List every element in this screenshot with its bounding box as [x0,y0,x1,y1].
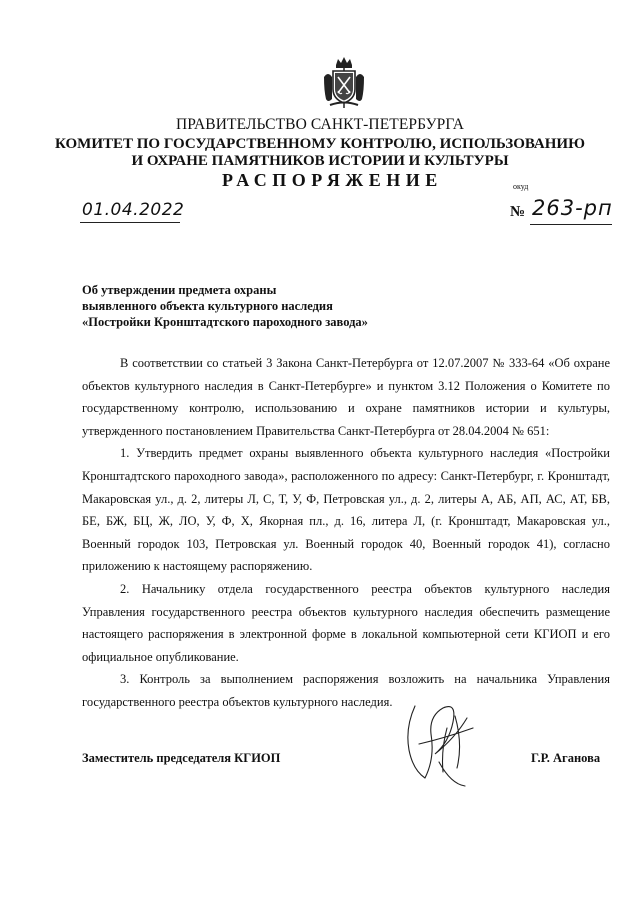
item-1-paragraph: 1. Утвердить предмет охраны выявленного объекта культурного наследия «Постройки Кронштадтского пароходного завода», расположенного по адресу: Санкт-Петербург, г. Кронштадт, Макаровская ул., д. 2, литеры Л, С, Т, У, Ф, Петровская ул., д. 2, литеры А, АБ, АП, АС, АТ, БВ, БЕ, БЖ, БЦ, Ж, ЛО, У, Ф, Х, Якорная пл., д. 16, литера Л, (г. Кронштадт, Макаровская ул., Военный городок 103, Петровская ул. Военный городок 40, Военный городок 41), согласно приложению к настоящему распоряжению. [82,446,610,574]
intro-paragraph: В соответствии со статьей 3 Закона Санкт-Петербурга от 12.07.2007 № 333-64 «Об охране объектов культурного наследия в Санкт-Петербурге» и пунктом 3.12 Положения о Комитете по государственному контролю, использованию и охране памятников истории и культуры, утвержденного постановлением Правительства Санкт-Петербурга от 28.04.2004 № 651: [82,356,610,438]
date-underline [80,222,180,223]
committee-line-2: И ОХРАНЕ ПАМЯТНИКОВ ИСТОРИИ И КУЛЬТУРЫ [131,153,509,169]
subject-line-3: «Постройки Кронштадтского пароходного завода» [82,315,368,329]
government-name: ПРАВИТЕЛЬСТВО САНКТ-ПЕТЕРБУРГА [175,116,465,133]
number-label: № [510,204,526,220]
signatory-name: Г.Р. Аганова [531,751,601,765]
document-number: 263-рп [532,196,613,220]
coat-of-arms-icon [322,55,366,111]
item-3-paragraph: 3. Контроль за выполнением распоряжения возложить на начальника Управления государственного реестра объектов культурного наследия. [82,672,610,709]
item-2-paragraph: 2. Начальнику отдела государственного реестра объектов культурного наследия Управления государственного реестра объектов культурного наследия обеспечить размещение настоящего распоряжения в электронной форме в локальной компьютерной сети КГИОП и его официальное опубликование. [82,581,610,664]
number-underline [530,224,612,225]
subject-line-2: выявленного объекта культурного наследия [82,299,333,313]
document-date: 01.04.2022 [82,200,185,220]
subject-line-1: Об утверждении предмета охраны [82,283,277,297]
document-subject [82,282,368,330]
okud-label: окуд [513,182,529,191]
handwritten-signature [395,698,485,790]
document-body [82,352,610,714]
committee-name [0,136,640,170]
document-type: РАСПОРЯЖЕНИЕ [222,170,443,190]
committee-line-1: КОМИТЕТ ПО ГОСУДАРСТВЕННОМУ КОНТРОЛЮ, ИСПОЛЬЗОВАНИЮ [55,136,585,152]
signatory-title: Заместитель председателя КГИОП [82,751,281,765]
